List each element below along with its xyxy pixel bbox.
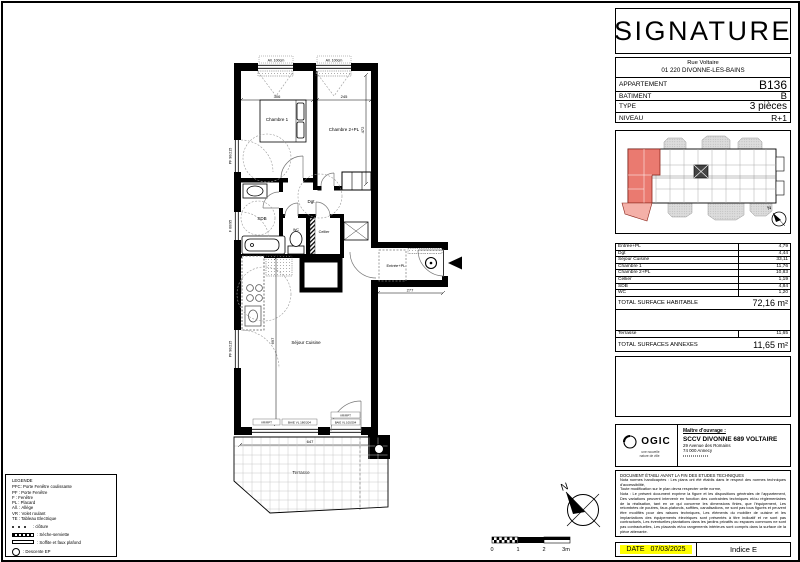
window-label-vr1: VR/RPT <box>260 420 273 425</box>
keyplan-compass <box>767 205 786 226</box>
window-label-bay-small: BAIE VL 100/204 <box>334 420 357 425</box>
surface-row: Chambre 2+PL 10,83 <box>618 270 788 276</box>
room-label-sejour: Séjour Cuisine <box>291 340 321 345</box>
info-row-niveau: NIVEAU R+1 <box>619 113 787 123</box>
date-value: 07/03/2025 <box>650 546 686 553</box>
indice-value: Indice E <box>729 545 758 554</box>
developer-name: SCCV DIVONNE 689 VOLTAIRE <box>683 436 778 443</box>
room-label-entree: Entrée+PL <box>386 263 406 268</box>
terrace <box>234 437 388 513</box>
room-label-wc: WC <box>293 228 299 232</box>
program-title: SIGNATURE <box>614 15 793 46</box>
tech-nook <box>344 222 368 240</box>
address-line2: 01 220 DIVONNE-LES-BAINS <box>661 67 745 74</box>
legend-line: F : Fenêtre <box>12 494 34 500</box>
legend-line: All. : Allège <box>12 505 34 511</box>
developer-info <box>678 425 790 466</box>
scale-bar <box>490 537 570 553</box>
key-plan-box <box>615 130 791 234</box>
room-label-dgt: Dgt <box>307 199 315 204</box>
notes-title: DOCUMENT ÉTABLI AVANT LA FIN DES ETUDES TECHNIQUES <box>620 473 745 478</box>
annex-row: Terrasse 11,65 <box>618 330 788 336</box>
address <box>616 58 790 78</box>
legend-line: PFC: Porte Fenêtre coulissante <box>12 484 72 490</box>
legend-symbol-seche-serviette <box>12 532 114 537</box>
info-box <box>615 57 791 123</box>
ogic-tagline: une nouvelle nature de ville <box>639 449 660 458</box>
window-label-bay-large: BAIE VL 180/204 <box>288 420 311 425</box>
legend-symbol-label: : Descente EP <box>23 548 51 554</box>
scale-tick-1: 1 <box>516 547 520 553</box>
legend-symbol-label: : clôture <box>33 523 49 529</box>
window-label-left3: PF 90/215 <box>228 340 233 358</box>
indice-cell <box>697 543 790 556</box>
dim-terrasse-width: 647 <box>306 439 314 444</box>
notes-paragraph: Nota normes handicapées : Les plans ont été établis dans le respect des normes techniques d'accessibilité, <box>620 477 786 487</box>
room-label-chambre1: Chambre 1 <box>265 117 289 122</box>
seche-serviette-symbol <box>310 218 315 254</box>
entrance-arrow-icon <box>448 257 462 270</box>
legend-symbol-label: : Sèche-serviette <box>37 531 70 537</box>
date-label: DATE <box>626 546 645 553</box>
soffit-bar-icon <box>12 540 34 544</box>
developer-heading: Maître d'ouvrage : <box>683 428 726 434</box>
scale-tick-2: 2 <box>542 547 546 553</box>
developer-microtext <box>683 455 709 457</box>
surface-row: SDB 4,84 <box>618 283 788 289</box>
placard-chambre2 <box>342 172 371 190</box>
north-label: N <box>559 481 570 494</box>
legend-line: VR : Volet roulant <box>12 510 46 516</box>
legend-symbol-soffite <box>12 540 114 545</box>
downpipe-circle-icon <box>12 548 20 556</box>
surfaces-spacer <box>616 310 790 331</box>
legend-line: PF : Porte Fenêtre <box>12 489 48 495</box>
room-label-chambre2: Chambre 2+PL <box>328 127 360 132</box>
room-label-terrasse: Terrasse <box>292 470 310 475</box>
scale-tick-0: 0 <box>490 547 494 553</box>
legend-line: TE : Tableau Electrique <box>12 516 57 522</box>
surface-row: Cellier 1,19 <box>618 276 788 282</box>
surface-row: Dgt 4,44 <box>618 250 788 256</box>
window-label-vr2: VR/RPT <box>339 413 352 418</box>
program-title-box <box>615 8 791 54</box>
address-line1: Rue Voltaire <box>687 60 719 66</box>
legend-line: PL : Placard <box>12 500 36 506</box>
dim-chambre1-width: 306 <box>273 94 281 99</box>
scale-tick-3: 3m <box>562 547 570 553</box>
window-label-allege2: All. 100cm <box>325 58 343 63</box>
window-label-left1: PF 90/215 <box>228 147 233 165</box>
duct-void <box>302 260 340 290</box>
dim-entree-width: 277 <box>406 287 414 293</box>
kitchen-sink <box>245 306 261 326</box>
notes-paragraph: Nota : Le présent document exprime la figure et les dispositions générales de l'appartement, Des variations peuvent intervenir en fonction des contraintes techniques et/ou réglementaires de la réalisation, tant en ce qui concerne les dimensions finies, que l'équipement, Les retombées de poutres, faux-plafonds, soffites, canalisations, ne sont pas tous figurés et peuvent être modifiés pour des raisons techniques, Les éléments du mobilier de cuisine et les implantations des équipements électriques sont présentés à titre indicatif et ne sont pas contractuels, Les éventuelles plantations dans les jardins privatifs ou espaces communs ne sont pas contractuelles, Les placards et/ou rangements intérieurs sont compris dans la surface de la pièce attenante. <box>620 491 786 534</box>
info-row-type: TYPE 3 pièces <box>616 101 790 113</box>
footer-bar <box>615 542 791 557</box>
date-highlight <box>620 545 691 554</box>
developer-address1: 29 Avenue des Romains <box>683 443 731 448</box>
notes-paragraph: Toute modification sur le plan devra respecter cette norme, <box>620 486 722 492</box>
descente-ep-symbol <box>375 445 384 454</box>
keyplan-north-label: N <box>766 205 773 212</box>
info-row-appartement: APPARTEMENT B136 <box>616 78 790 92</box>
info-row-batiment: BATIMENT B <box>616 92 790 101</box>
developer-logo <box>616 425 678 466</box>
keyplan-highlighted-terrace <box>622 203 652 221</box>
surfaces-box <box>615 243 791 352</box>
dim-chambre2-width: 245 <box>340 94 348 99</box>
legend-symbol-label: : Soffite et faux plafond <box>37 539 81 545</box>
legend-title: LEGENDE <box>12 478 33 483</box>
surface-row: WC 1,20 <box>618 290 788 296</box>
window-label-allege1: All. 100cm <box>267 58 285 63</box>
window-label-left2: F 60/95 <box>228 219 233 233</box>
bathtub <box>242 236 285 254</box>
surface-row: Entrée+PL 4,79 <box>618 244 788 249</box>
total-annexes-row: TOTAL SURFACES ANNEXES 11,65 m² <box>618 340 788 351</box>
fence-dots-icon <box>12 524 30 529</box>
legend <box>5 474 117 557</box>
washbasin <box>243 184 267 198</box>
toilet <box>288 232 304 255</box>
notes-box <box>615 470 791 537</box>
developer-box <box>615 424 791 467</box>
developer-address2: 74 000 Annecy <box>683 448 713 454</box>
legend-symbol-descente-ep <box>12 548 114 556</box>
date-cell <box>616 543 697 556</box>
surface-row: Séjour Cuisine 33,11 <box>618 257 788 263</box>
key-plan-drawing <box>616 131 790 233</box>
ogic-logo-icon <box>622 434 638 450</box>
furniture <box>242 100 306 330</box>
empty-box <box>615 356 791 417</box>
ogic-logo-text: OGIC <box>641 436 671 447</box>
dim-chambre2-height: 472 <box>360 126 365 134</box>
room-label-cellier: Cellier <box>318 230 330 234</box>
legend-symbol-cloture <box>12 524 114 529</box>
north-compass <box>560 481 600 527</box>
dim-sejour-height: 697 <box>270 337 275 345</box>
room-label-sdb: SDB <box>257 216 267 221</box>
surface-row: Chambre 1 11,76 <box>618 263 788 269</box>
keyplan-stairwell <box>694 165 708 178</box>
towel-dryer-icon <box>12 533 34 537</box>
total-habitable-row: TOTAL SURFACE HABITABLE 72,16 m² <box>618 297 788 308</box>
